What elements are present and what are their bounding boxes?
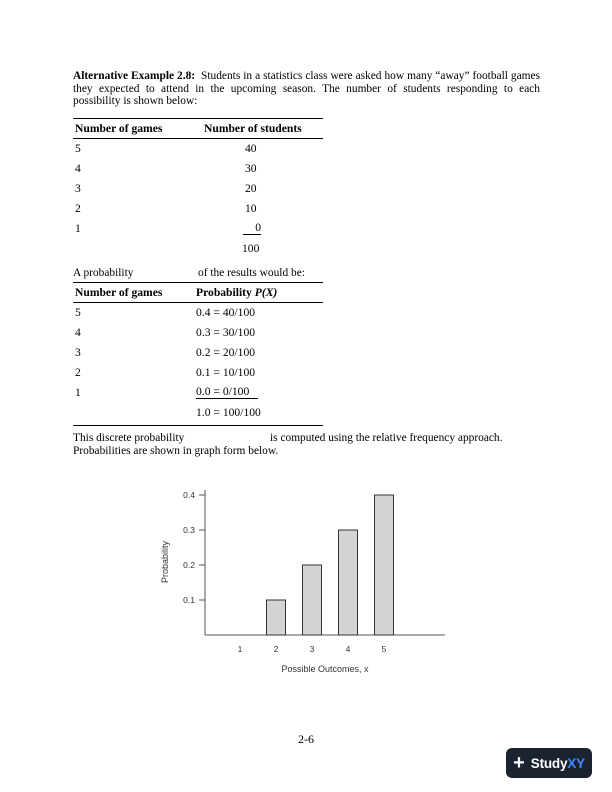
bar xyxy=(303,565,322,635)
page-number: 2-6 xyxy=(298,732,314,746)
table-row-games: 4 xyxy=(75,162,81,175)
table-row-games: 3 xyxy=(75,346,81,359)
probability-total: 1.0 = 100/100 xyxy=(196,406,261,419)
table-row-probability: 0.0 = 0/100 xyxy=(196,386,258,399)
probability-table xyxy=(73,282,323,427)
table-row-students: 40 xyxy=(245,142,257,155)
table-row-games: 5 xyxy=(75,142,81,155)
closing-text-line2: Probabilities are shown in graph form below. xyxy=(73,445,279,457)
table-row-probability: 0.2 = 20/100 xyxy=(196,346,256,359)
students-header: Number of students xyxy=(204,122,302,135)
table-row-games: 5 xyxy=(75,306,81,319)
brand-name: StudyXY xyxy=(530,755,585,771)
y-axis-label: Probability xyxy=(160,540,170,584)
probability-caption-left: A probability xyxy=(73,267,134,279)
table-row-students: 30 xyxy=(245,162,257,175)
students-total: 100 xyxy=(242,242,260,255)
games-header: Number of games xyxy=(75,286,163,299)
table-rule xyxy=(73,138,323,139)
bar xyxy=(339,530,358,635)
table-row-games: 3 xyxy=(75,182,81,195)
probability-header: Probability P(X) xyxy=(196,286,278,299)
y-tick-label: 0.3 xyxy=(183,525,195,535)
example-heading: Alternative Example 2.8: xyxy=(73,70,196,82)
x-tick-label: 5 xyxy=(381,644,387,654)
sparkle-icon: + xyxy=(513,752,525,774)
table-rule xyxy=(73,302,323,303)
x-tick-label: 2 xyxy=(273,644,279,654)
probability-caption-right: of the results would be: xyxy=(198,267,305,279)
students-table xyxy=(73,118,323,258)
table-row-games: 4 xyxy=(75,326,81,339)
intro-text: Students in a statistics class were asked how many “away” football games they expected to attend in the upcoming season. The number of students responding to each possibility is shown below: xyxy=(73,70,541,108)
table-row-games: 2 xyxy=(75,202,81,215)
y-tick-label: 0.1 xyxy=(183,595,195,605)
probability-bar-chart xyxy=(150,480,460,680)
table-row-games: 2 xyxy=(75,366,81,379)
x-tick-label: 3 xyxy=(309,644,315,654)
studyxy-badge[interactable] xyxy=(506,748,592,778)
table-row-probability: 0.1 = 10/100 xyxy=(196,366,256,379)
x-tick-label: 1 xyxy=(237,644,243,654)
table-row-games: 1 xyxy=(75,386,81,399)
bar xyxy=(267,600,286,635)
table-rule xyxy=(73,282,323,283)
bar xyxy=(375,495,394,635)
table-row-students: 20 xyxy=(245,182,257,195)
closing-text-part1: This discrete probability xyxy=(73,432,185,444)
intro-paragraph xyxy=(73,70,540,108)
closing-text-part2: is computed using the relative frequency approach. xyxy=(270,432,503,444)
x-axis-label: Possible Outcomes, x xyxy=(281,664,369,674)
table-row-games: 1 xyxy=(75,222,81,235)
table-rule xyxy=(73,118,323,119)
table-row-probability: 0.3 = 30/100 xyxy=(196,326,256,339)
y-tick-label: 0.2 xyxy=(183,560,195,570)
x-tick-label: 4 xyxy=(345,644,351,654)
y-tick-label: 0.4 xyxy=(183,490,195,500)
table-row-students: 0 xyxy=(243,222,261,235)
games-header: Number of games xyxy=(75,122,163,135)
table-row-students: 10 xyxy=(245,202,257,215)
table-row-probability: 0.4 = 40/100 xyxy=(196,306,256,319)
table-rule xyxy=(73,425,323,426)
